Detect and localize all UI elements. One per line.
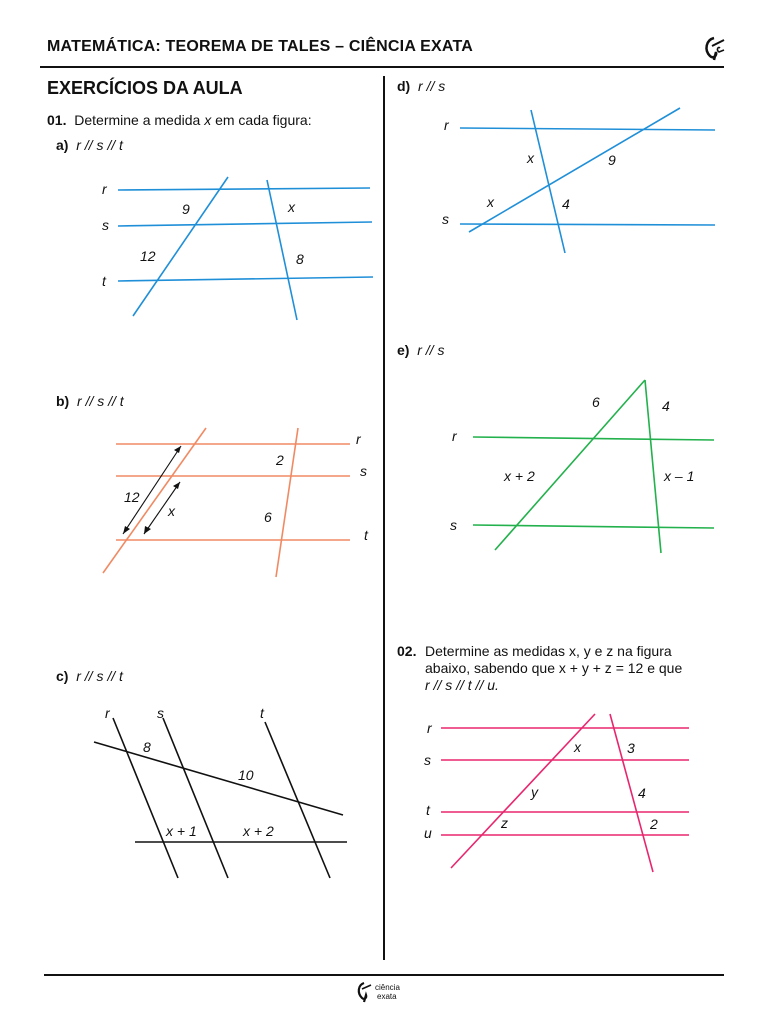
measure-x-plus-1: x + 1 [166,823,197,839]
label-t: t [260,705,264,721]
measure-2: 2 [650,816,658,832]
label-r: r [427,720,432,736]
transversal-2 [276,428,298,577]
figure-e [430,370,730,560]
label-s: s [157,705,164,721]
question-line-3: r // s // t // u. [425,677,499,693]
measure-6: 6 [592,394,600,410]
measure-3: 3 [627,740,635,756]
measure-x-lower: x [487,194,494,210]
measure-9: 9 [608,152,616,168]
line-r [460,128,715,130]
figure-b-letter: b) [56,393,70,409]
line-s [118,222,372,226]
ciencia-exata-logo [355,980,415,1004]
figure-a-letter: a) [56,137,69,153]
section-title: EXERCÍCIOS DA AULA [47,78,243,98]
figure-b-label [56,393,124,409]
measure-8: 8 [143,739,151,755]
line-s [163,718,228,878]
question-text: Determine a medida [74,112,205,128]
figure-d-label [397,78,445,94]
figure-c-letter: c) [56,668,69,684]
line-r [118,188,370,190]
figure-c-label [56,668,123,684]
label-s: s [442,211,449,227]
measure-x: x [288,199,295,215]
label-s: s [450,517,457,533]
logo-text-2: exata [377,992,397,1001]
measure-12: 12 [140,248,156,264]
measure-9: 9 [182,201,190,217]
label-r: r [105,705,110,721]
transversal-1 [531,110,565,253]
label-r: r [356,431,361,447]
measure-12: 12 [124,489,140,505]
line-s [473,525,714,528]
figure-c-caption: r // s // t [76,668,123,684]
label-t: t [364,527,368,543]
figure-e-label [397,342,444,358]
label-t: t [426,802,430,818]
measure-x-plus-2: x + 2 [504,468,535,484]
figure-d [430,100,730,265]
transversal-1 [103,428,206,573]
label-u: u [424,825,432,841]
line-t [265,722,330,878]
figure-a-caption: r // s // t [76,137,123,153]
measure-4: 4 [662,398,670,414]
question-line-1: Determine as medidas x, y e z na figura [425,643,672,659]
transversal-2 [610,714,653,872]
figure-d-letter: d) [397,78,411,94]
measure-x-plus-2: x + 2 [243,823,274,839]
measure-z: z [501,815,508,831]
figure-b [90,420,380,585]
measure-x-upper: x [527,150,534,166]
label-r: r [444,117,449,133]
measure-10: 10 [238,767,254,783]
line-s [460,224,715,225]
transversal-1 [495,380,645,550]
label-r: r [102,181,107,197]
logo-text-1: ciência [375,983,400,992]
page-header-title: MATEMÁTICA: TEOREMA DE TALES – CIÊNCIA EXATA [47,38,473,55]
question-01 [47,112,312,129]
header-divider [40,66,724,68]
figure-d-caption: r // s [418,78,446,94]
label-r: r [452,428,457,444]
measure-x-minus-1: x – 1 [664,468,695,484]
figure-a [90,170,380,330]
transversal-1 [94,742,343,815]
measure-y: y [531,784,538,800]
figure-b-caption: r // s // t [77,393,124,409]
measure-6: 6 [264,509,272,525]
measure-4: 4 [638,785,646,801]
figure-e-letter: e) [397,342,410,358]
measure-x: x [168,503,175,519]
transversal-1 [451,714,595,868]
figure-c [85,700,375,890]
transversal-1 [133,177,228,316]
measure-x: x [574,739,581,755]
label-t: t [102,273,106,289]
logo-mark-icon [359,983,366,1002]
measure-8: 8 [296,251,304,267]
label-s: s [360,463,367,479]
figure-a-label [56,137,123,153]
label-s: s [102,217,109,233]
header-logo-icon [700,34,732,62]
column-divider [383,76,385,960]
figure-e-caption: r // s [417,342,445,358]
transversal-2 [469,108,680,232]
question-number: 02. [397,643,417,659]
question-number: 01. [47,112,67,128]
measure-4: 4 [562,196,570,212]
label-s: s [424,752,431,768]
question-line-2: abaixo, sabendo que x + y + z = 12 e que [425,660,683,676]
question-02 [397,643,727,694]
measure-2: 2 [276,452,284,468]
footer-divider [44,974,724,976]
question-variable: x [204,112,212,128]
line-t [118,277,373,281]
figure-q2 [415,705,715,880]
question-text-end: em cada figura: [211,112,312,128]
